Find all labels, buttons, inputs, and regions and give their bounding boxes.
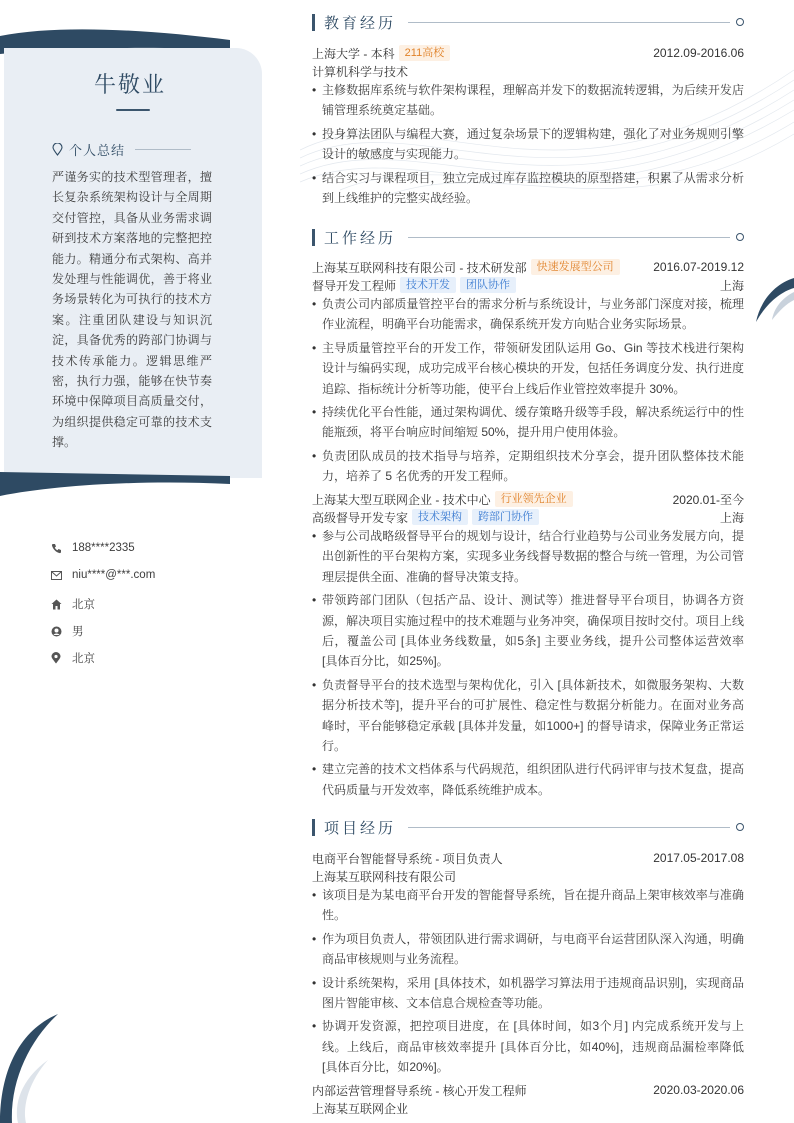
job-1-role-tag: 团队协作 [460, 277, 516, 293]
project-1-header [312, 849, 744, 867]
list-item: • 作为项目负责人，带领团队进行需求调研，与电商平台运营团队深入沟通，明确商品审核规则与业务流程。 [312, 929, 744, 970]
projects-section-header [312, 817, 744, 837]
projects-title: 项目经历 [324, 819, 397, 837]
work-title: 工作经历 [324, 229, 397, 247]
section-dot-icon [736, 233, 744, 241]
contact-home-text: 北京 [72, 599, 95, 611]
job-2-role: 高级督导开发专家 [312, 510, 409, 525]
list-item: • 结合实习与课程项目，独立完成过库存监控模块的原型搭建，积累了从需求分析到上线维护的完整实战经验。 [312, 168, 744, 209]
list-item: • 持续优化平台性能，通过架构调优、缓存策略升级等手段，解决系统运行中的性能瓶颈，将平台响应时间缩短 50%，提升用户使用体验。 [312, 402, 744, 443]
list-item: • 协调开发资源，把控项目进度，在 [具体时间，如3个月] 内完成系统开发与上线。上线后，商品审核效率提升 [具体百分比，如40%]，违规商品漏检率降低 [具体百分比，如20%]。 [312, 1016, 744, 1077]
job-2-bullets [312, 526, 744, 803]
contact-gender [50, 623, 84, 639]
job-2-role-row [312, 508, 744, 526]
project-2-header [312, 1081, 744, 1099]
person-name: 牛敬业 [93, 72, 166, 97]
job-2-company: 上海某大型互联网企业 - 技术中心 [312, 492, 491, 507]
project-2-company: 上海某互联网企业 [312, 1101, 409, 1116]
job-2-city: 上海 [719, 510, 744, 525]
education-major: 计算机科学与技术 [312, 64, 409, 79]
section-bar [312, 229, 315, 246]
project-2-date: 2020.03-2020.06 [653, 1083, 744, 1097]
job-1-company: 上海某互联网科技有限公司 - 技术研发部 [312, 260, 527, 275]
job-1-city: 上海 [719, 278, 744, 293]
section-bar [312, 819, 315, 836]
location-pin-icon [52, 143, 63, 156]
section-rule [408, 237, 730, 238]
list-item: • 投身算法团队与编程大赛，通过复杂场景下的逻辑构建，强化了对业务规则引擎设计的敏感度与实现能力。 [312, 124, 744, 165]
list-item: • 带领跨部门团队（包括产品、设计、测试等）推进督导平台项目，协调各方资源，解决项目实施过程中的技术难题与业务冲突，确保项目按时交付。项目上线后，覆盖公司 [具体业务线数量，如5条] 主要业务线，提升公司整体运营效率 [具体百分比，如25%]。 [312, 590, 744, 672]
job-2-role-tag: 跨部门协作 [472, 509, 539, 525]
section-dot-icon [736, 823, 744, 831]
mail-icon [50, 569, 62, 581]
job-1-role: 督导开发工程师 [312, 278, 397, 293]
phone-icon [50, 542, 62, 554]
project-1-date: 2017.05-2017.08 [653, 851, 744, 865]
contact-phone [50, 542, 135, 554]
education-date: 2012.09-2016.06 [653, 46, 744, 60]
right-swoosh-decoration [754, 278, 794, 328]
name-underline [116, 109, 150, 111]
job-1-bullets [312, 294, 744, 490]
list-item: • 主导质量管控平台的开发工作，带领研发团队运用 Go、Gin 等技术栈进行架构设计与编码实现，成功完成平台核心模块的开发，包括任务调度分发、执行进度追踪、指标统计分析等功能，使平台上线后作业管控效率提升 30%。 [312, 338, 744, 399]
job-1-header [312, 258, 744, 276]
list-item: • 负责团队成员的技术指导与培养，定期组织技术分享会，提升团队整体技术能力，培养了 5 名优秀的开发工程师。 [312, 446, 744, 487]
job-1-role-tag: 技术开发 [400, 277, 456, 293]
bottom-swoosh-decoration [0, 470, 240, 500]
list-item: • 该项目是为某电商平台开发的智能督导系统，旨在提升商品上架审核效率与准确性。 [312, 885, 744, 926]
contact-email [50, 569, 155, 581]
job-2-date: 2020.01-至今 [672, 492, 744, 507]
project-2-company-row [312, 1099, 744, 1117]
list-item: • 负责督导平台的技术选型与架构优化，引入 [具体新技术，如微服务架构、大数据分析技术等]，提升平台的可扩展性、稳定性与数据分析能力。在面对业务高峰时，平台能够稳定承载 [具体并发量，如1000+] 的督导请求，保障业务正常运行。 [312, 675, 744, 757]
contact-gender-text: 男 [72, 626, 84, 638]
list-item: • 参与公司战略级督导平台的规划与设计，结合行业趋势与公司业务发展方向，提出创新性的平台架构方案，实现多业务线督导数据的整合与统一管理，为公司管理层提供全面、准确的督导决策支持。 [312, 526, 744, 587]
home-icon [50, 598, 62, 610]
section-rule [408, 827, 730, 828]
project-1-company-row [312, 867, 744, 885]
education-section-header [312, 12, 744, 32]
project-1-name: 电商平台智能督导系统 - 项目负责人 [312, 851, 503, 866]
list-item: • 负责公司内部质量管控平台的需求分析与系统设计，与业务部门深度对接，梳理作业流程，明确平台功能需求，确保系统开发方向贴合业务实际场景。 [312, 294, 744, 335]
project-1-company: 上海某互联网科技有限公司 [312, 869, 457, 884]
location-icon [50, 652, 62, 664]
project-2-name: 内部运营管理督导系统 - 核心开发工程师 [312, 1083, 527, 1098]
list-item: • 建立完善的技术文档体系与代码规范，组织团队进行代码评审与技术复盘，提高代码质量与开发效率，降低系统维护成本。 [312, 759, 744, 800]
job-1-role-row [312, 276, 744, 294]
project-1-bullets [312, 885, 744, 1081]
section-rule [408, 22, 730, 23]
list-item: • 主修数据库系统与软件架构课程，理解高并发下的数据流转逻辑，为后续开发店铺管理系统奠定基础。 [312, 80, 744, 121]
job-2-header [312, 490, 744, 508]
job-1-date: 2016.07-2019.12 [653, 260, 744, 274]
list-item: • 设计系统架构，采用 [具体技术，如机器学习算法用于违规商品识别]，实现商品图片智能审核、文本信息合规检查等功能。 [312, 973, 744, 1014]
job-2-role-tag: 技术架构 [412, 509, 468, 525]
corner-swoosh-decoration [0, 1010, 60, 1123]
summary-text: 严谨务实的技术型管理者，擅长复杂系统架构设计与全周期交付管控，具备从业务需求调研到技术方案落地的完整把控能力。精通分布式架构、高并发处理与性能调优，善于将业务场景转化为可执行的技术方案。注重团队建设与知识沉淀，具备优秀的跨部门协调与技术传承能力。逻辑思维严密，执行力强，能够在快节奏环境中保障项目高质量交付，为组织提供稳定可靠的技术支撑。 [52, 170, 212, 450]
summary-title-rule [135, 149, 191, 150]
job-1-company-tag: 快速发展型公司 [531, 259, 620, 275]
contact-home [50, 596, 95, 612]
education-major-row [312, 62, 744, 80]
education-bullets [312, 80, 744, 211]
section-bar [312, 14, 315, 31]
contact-phone-text: 188****2335 [72, 542, 135, 554]
education-title: 教育经历 [324, 14, 397, 32]
contact-location [50, 650, 95, 666]
job-2-company-tag: 行业领先企业 [495, 491, 573, 507]
contact-location-text: 北京 [72, 653, 95, 665]
gender-icon [50, 625, 62, 637]
work-section-header [312, 227, 744, 247]
contact-email-text: niu****@***.com [72, 569, 156, 581]
summary-header [52, 140, 191, 159]
education-tag: 211高校 [399, 45, 451, 61]
summary-title: 个人总结 [69, 143, 126, 158]
section-dot-icon [736, 18, 744, 26]
education-row [312, 44, 744, 62]
education-school: 上海大学 - 本科 [312, 46, 395, 61]
